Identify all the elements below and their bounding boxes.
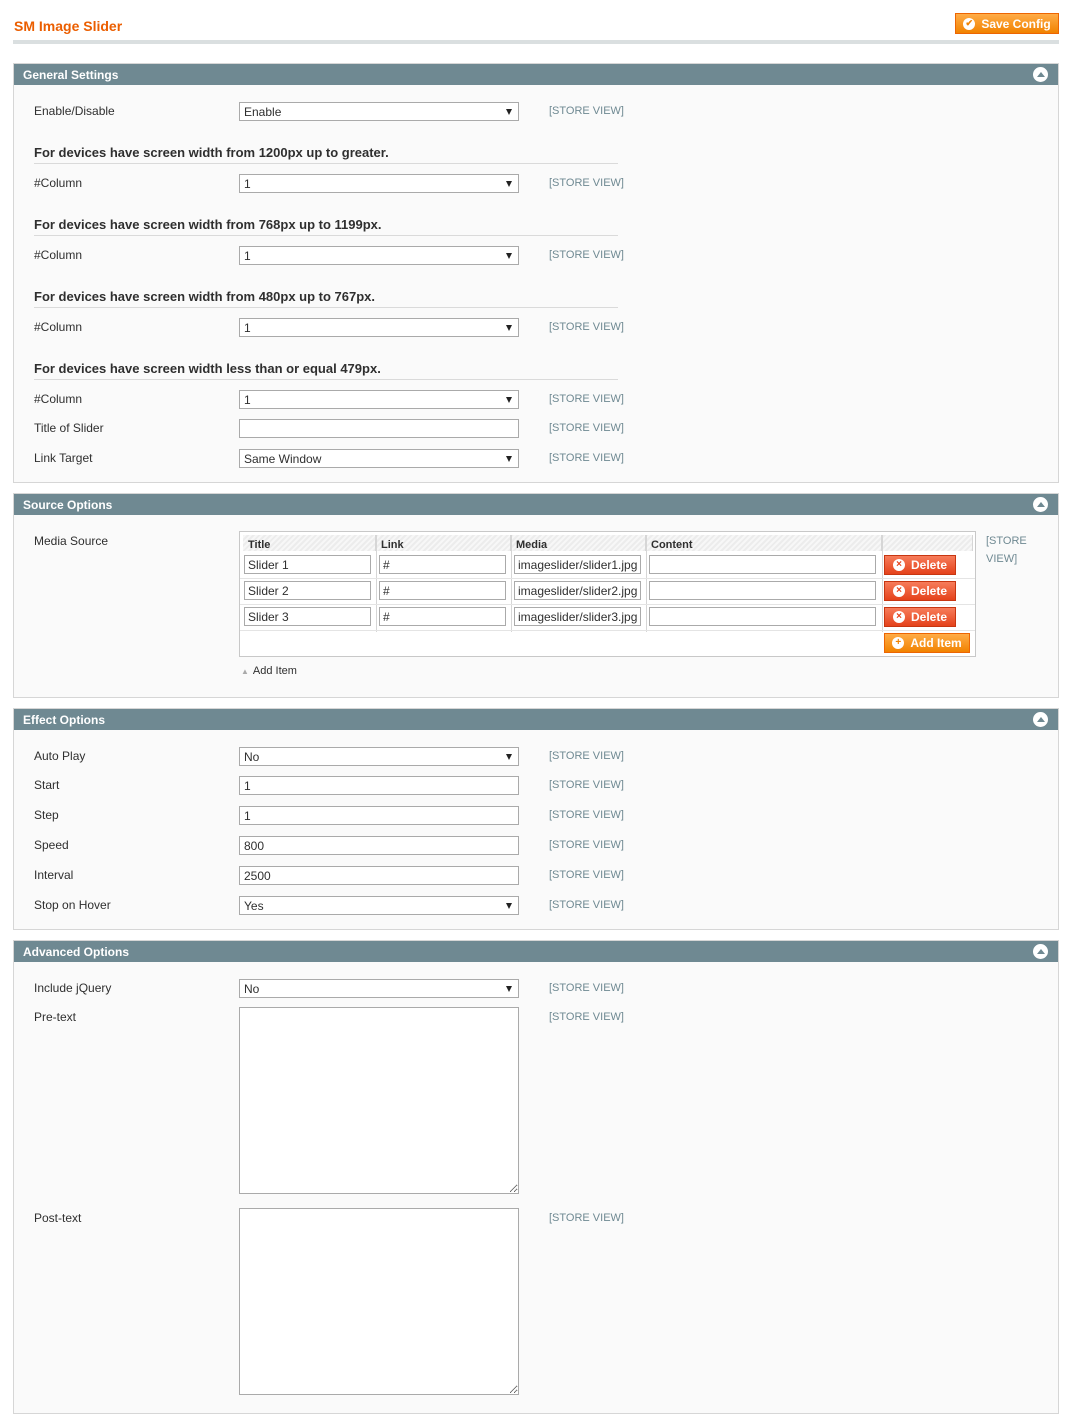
row-title-value: Slider 2 — [248, 583, 289, 598]
column-label: #Column — [34, 176, 83, 190]
row-divider — [240, 630, 975, 631]
page-title: SM Image Slider — [14, 18, 123, 34]
interval-input[interactable] — [239, 866, 519, 885]
title-divider — [13, 40, 1059, 44]
step-label: Step — [34, 808, 59, 822]
slider-title-input[interactable] — [239, 419, 519, 438]
delete-label: Delete — [910, 610, 948, 624]
source-options-header[interactable] — [14, 494, 1058, 515]
link-target-label: Link Target — [34, 451, 93, 465]
row-link-input[interactable] — [379, 555, 506, 574]
add-item-label: Add Item — [910, 636, 962, 650]
check-icon: ✔ — [963, 18, 975, 30]
row-link-value: # — [383, 583, 390, 598]
row-content-input[interactable] — [649, 581, 876, 600]
scope-label: [STORE VIEW] — [549, 321, 624, 333]
collapse-icon[interactable] — [1033, 944, 1048, 959]
interval-value: 2500 — [244, 868, 271, 883]
post-text-label: Post-text — [34, 1211, 82, 1225]
start-value: 1 — [244, 778, 251, 793]
row-media-value: imageslider/slider2.jpg — [518, 583, 638, 598]
collapse-icon[interactable] — [1033, 712, 1048, 727]
column-select-value: 1 — [244, 392, 251, 407]
column-label: #Column — [34, 392, 83, 406]
general-settings-title: General Settings — [23, 67, 119, 82]
triangle-up-icon: ▲ — [241, 667, 249, 676]
speed-input[interactable] — [239, 836, 519, 855]
scope-label-line2: VIEW] — [986, 553, 1018, 565]
scope-label: [STORE VIEW] — [549, 779, 624, 791]
column-select-value: 1 — [244, 320, 251, 335]
close-icon: × — [893, 559, 905, 571]
column-label: #Column — [34, 320, 83, 334]
column-label: #Column — [34, 248, 83, 262]
close-icon: × — [893, 585, 905, 597]
subhead-768: For devices have screen width from 768px up to 1199px. — [34, 217, 618, 236]
column-header-title: Title — [243, 535, 376, 551]
auto-play-label: Auto Play — [34, 749, 86, 763]
link-target-select[interactable] — [239, 449, 519, 468]
delete-label: Delete — [910, 558, 948, 572]
subhead-480: For devices have screen width from 480px up to 767px. — [34, 289, 618, 308]
column-select-480[interactable] — [239, 318, 519, 337]
interval-label: Interval — [34, 868, 74, 882]
row-link-value: # — [383, 609, 390, 624]
column-divider — [882, 535, 883, 632]
step-input[interactable] — [239, 806, 519, 825]
scope-label: [STORE VIEW] — [549, 105, 624, 117]
advanced-options-header[interactable] — [14, 941, 1058, 962]
scope-label: [STORE VIEW] — [549, 982, 624, 994]
column-divider — [646, 535, 647, 632]
scope-label: [STORE VIEW] — [549, 177, 624, 189]
pre-text-textarea[interactable] — [239, 1007, 519, 1194]
collapse-icon[interactable] — [1033, 67, 1048, 82]
add-item-link-label: Add Item — [252, 665, 297, 677]
plus-icon: + — [892, 637, 904, 649]
scope-label: [STORE VIEW] — [549, 899, 624, 911]
row-content-input[interactable] — [649, 607, 876, 626]
general-settings-section — [13, 63, 1059, 483]
effect-options-title: Effect Options — [23, 712, 106, 727]
speed-label: Speed — [34, 838, 69, 852]
subhead-1200: For devices have screen width from 1200px up to greater. — [34, 145, 618, 164]
save-config-button[interactable] — [955, 13, 1059, 34]
effect-options-section — [13, 708, 1059, 930]
delete-button[interactable] — [884, 581, 956, 601]
slider-title-label: Title of Slider — [34, 421, 104, 435]
stop-on-hover-select[interactable] — [239, 896, 519, 915]
row-content-input[interactable] — [649, 555, 876, 574]
row-media-value: imageslider/slider1.jpg — [518, 557, 638, 572]
advanced-options-title: Advanced Options — [23, 944, 130, 959]
column-select-1200[interactable] — [239, 174, 519, 193]
row-media-input[interactable] — [514, 555, 641, 574]
speed-value: 800 — [244, 838, 265, 853]
stop-on-hover-label: Stop on Hover — [34, 898, 111, 912]
row-link-input[interactable] — [379, 581, 506, 600]
column-header-content: Content — [646, 535, 882, 551]
step-value: 1 — [244, 808, 251, 823]
row-title-value: Slider 3 — [248, 609, 289, 624]
subhead-479: For devices have screen width less than or equal 479px. — [34, 361, 618, 380]
auto-play-value: No — [244, 749, 260, 764]
delete-button[interactable] — [884, 555, 956, 575]
include-jquery-select[interactable] — [239, 979, 519, 998]
collapse-icon[interactable] — [1033, 497, 1048, 512]
row-divider — [240, 604, 975, 605]
stop-on-hover-value: Yes — [244, 898, 264, 913]
row-title-input[interactable] — [244, 581, 371, 600]
auto-play-select[interactable] — [239, 747, 519, 766]
scope-label: [STORE VIEW] — [549, 809, 624, 821]
column-select-479[interactable] — [239, 390, 519, 409]
advanced-options-section — [13, 940, 1059, 1414]
add-item-button[interactable] — [884, 633, 970, 653]
include-jquery-value: No — [244, 981, 260, 996]
scope-label: [STORE VIEW] — [549, 422, 624, 434]
delete-button[interactable] — [884, 607, 956, 627]
scope-label: [STORE VIEW] — [549, 393, 624, 405]
start-label: Start — [34, 778, 60, 792]
pre-text-label: Pre-text — [34, 1010, 77, 1024]
row-title-value: Slider 1 — [248, 557, 289, 572]
row-link-value: # — [383, 557, 390, 572]
close-icon: × — [893, 611, 905, 623]
include-jquery-label: Include jQuery — [34, 981, 112, 995]
row-link-input[interactable] — [379, 607, 506, 626]
row-title-input[interactable] — [244, 607, 371, 626]
column-header-media: Media — [511, 535, 646, 551]
row-title-input[interactable] — [244, 555, 371, 574]
row-media-value: imageslider/slider3.jpg — [518, 609, 638, 624]
scope-label: [STORE VIEW] — [549, 1011, 624, 1023]
save-config-label: Save Config — [981, 16, 1051, 31]
scope-label-line1: [STORE — [986, 535, 1027, 547]
enable-select-value: Enable — [244, 104, 282, 119]
source-options-title: Source Options — [23, 497, 113, 512]
media-source-label: Media Source — [34, 534, 109, 548]
scope-label: [STORE VIEW] — [549, 1212, 624, 1224]
column-divider — [511, 535, 512, 632]
column-select-768[interactable] — [239, 246, 519, 265]
column-select-value: 1 — [244, 176, 251, 191]
row-divider — [240, 578, 975, 579]
enable-select[interactable] — [239, 102, 519, 121]
column-divider — [376, 535, 377, 632]
scope-label: [STORE VIEW] — [549, 839, 624, 851]
source-options-section — [13, 493, 1059, 698]
start-input[interactable] — [239, 776, 519, 795]
media-source-table — [239, 531, 976, 657]
scope-label: [STORE VIEW] — [549, 249, 624, 261]
column-header-link: Link — [376, 535, 511, 551]
scope-label: [STORE VIEW] — [549, 750, 624, 762]
scope-label — [986, 532, 1036, 568]
enable-label: Enable/Disable — [34, 104, 115, 118]
column-header-actions — [882, 535, 973, 551]
scope-label: [STORE VIEW] — [549, 452, 624, 464]
row-media-input[interactable] — [514, 581, 641, 600]
add-item-link[interactable] — [241, 665, 297, 677]
delete-label: Delete — [910, 584, 948, 598]
post-text-textarea[interactable] — [239, 1208, 519, 1395]
row-media-input[interactable] — [514, 607, 641, 626]
scope-label: [STORE VIEW] — [549, 869, 624, 881]
effect-options-header[interactable] — [14, 709, 1058, 730]
link-target-value: Same Window — [244, 451, 322, 466]
column-select-value: 1 — [244, 248, 251, 263]
general-settings-header[interactable] — [14, 64, 1058, 85]
